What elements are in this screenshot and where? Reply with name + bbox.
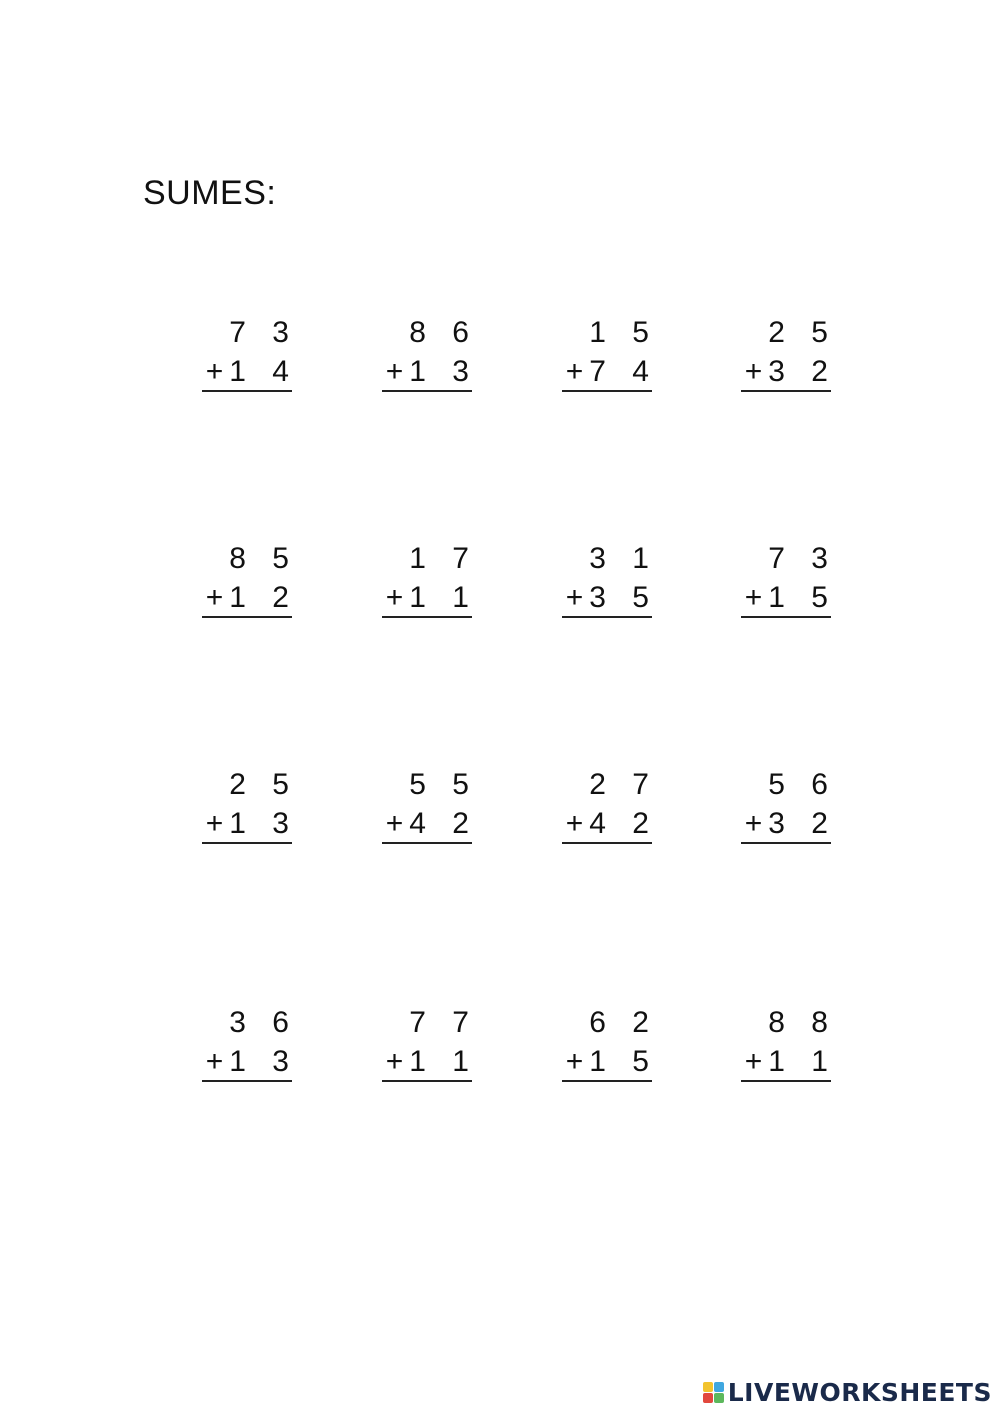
sum-rule <box>382 842 472 844</box>
plus-operator: + <box>205 581 230 614</box>
plus-operator: + <box>744 355 769 388</box>
problem-bottom-number: 4 2 <box>409 807 478 840</box>
problem-top-number: 7 3 <box>768 542 837 575</box>
problem-top-number: 2 7 <box>589 768 658 801</box>
sum-rule <box>382 390 472 392</box>
problem-top-number: 5 5 <box>409 768 478 801</box>
plus-operator: + <box>565 581 590 614</box>
plus-operator: + <box>385 581 410 614</box>
problem-bottom-line <box>566 583 658 613</box>
problem <box>382 1006 478 1088</box>
problem <box>562 768 658 850</box>
problem-top-number: 7 3 <box>229 316 298 349</box>
logo-square <box>703 1393 713 1403</box>
sum-rule <box>741 1080 831 1082</box>
problem-bottom-number: 4 2 <box>589 807 658 840</box>
problem-bottom-number: 1 5 <box>589 1045 658 1078</box>
plus-operator: + <box>385 807 410 840</box>
problem <box>202 1006 298 1088</box>
plus-operator: + <box>205 1045 230 1078</box>
problem <box>741 316 837 398</box>
problem <box>382 768 478 850</box>
problem-bottom-number: 1 3 <box>229 1045 298 1078</box>
sum-rule <box>202 1080 292 1082</box>
plus-operator: + <box>385 1045 410 1078</box>
sum-rule <box>741 616 831 618</box>
sum-rule <box>562 842 652 844</box>
logo-square <box>703 1382 713 1392</box>
problem-bottom-number: 3 5 <box>589 581 658 614</box>
problem-top-number: 8 8 <box>768 1006 837 1039</box>
problem <box>741 1006 837 1088</box>
problem-bottom-number: 3 2 <box>768 807 837 840</box>
problem-bottom-number: 1 3 <box>409 355 478 388</box>
problem <box>562 1006 658 1088</box>
problem-top-number: 5 6 <box>768 768 837 801</box>
brand-name: LIVEWORKSHEETS <box>727 1378 992 1407</box>
problem-bottom-line <box>745 583 837 613</box>
problem-bottom-line <box>386 583 478 613</box>
sum-rule <box>382 616 472 618</box>
problem-bottom-number: 1 2 <box>229 581 298 614</box>
problem <box>202 316 298 398</box>
logo-square <box>714 1382 724 1392</box>
plus-operator: + <box>744 581 769 614</box>
logo-square <box>714 1393 724 1403</box>
problem-bottom-line <box>206 583 298 613</box>
problem-top-number: 6 2 <box>589 1006 658 1039</box>
brand-watermark[interactable] <box>703 1380 992 1405</box>
problem-top-number: 7 7 <box>409 1006 478 1039</box>
sum-rule <box>562 1080 652 1082</box>
problem <box>741 542 837 624</box>
problem-bottom-line <box>206 357 298 387</box>
page-title: SUMES: <box>143 174 277 212</box>
problem-top-number: 3 6 <box>229 1006 298 1039</box>
plus-operator: + <box>565 807 590 840</box>
problem-bottom-line <box>745 357 837 387</box>
problem <box>202 542 298 624</box>
problem-bottom-number: 1 1 <box>768 1045 837 1078</box>
plus-operator: + <box>205 355 230 388</box>
problem <box>202 768 298 850</box>
problem-bottom-line <box>206 1047 298 1077</box>
problem-top-number: 8 5 <box>229 542 298 575</box>
problem <box>741 768 837 850</box>
problem-top-number: 2 5 <box>229 768 298 801</box>
problem-bottom-line <box>745 1047 837 1077</box>
problem-bottom-line <box>206 809 298 839</box>
liveworksheets-logo-icon <box>703 1382 724 1403</box>
sum-rule <box>202 842 292 844</box>
problem <box>562 316 658 398</box>
sum-rule <box>562 616 652 618</box>
problem-bottom-number: 3 2 <box>768 355 837 388</box>
problem-bottom-line <box>566 1047 658 1077</box>
problem-bottom-number: 1 1 <box>409 581 478 614</box>
problem-bottom-line <box>386 1047 478 1077</box>
plus-operator: + <box>385 355 410 388</box>
problem-bottom-line <box>566 357 658 387</box>
problem-bottom-line <box>566 809 658 839</box>
problem-top-number: 1 7 <box>409 542 478 575</box>
problem-top-number: 8 6 <box>409 316 478 349</box>
sum-rule <box>202 616 292 618</box>
plus-operator: + <box>744 1045 769 1078</box>
problem-bottom-number: 1 3 <box>229 807 298 840</box>
sum-rule <box>202 390 292 392</box>
problem-bottom-line <box>745 809 837 839</box>
sum-rule <box>562 390 652 392</box>
problem-bottom-line <box>386 809 478 839</box>
plus-operator: + <box>205 807 230 840</box>
problem-top-number: 1 5 <box>589 316 658 349</box>
problem-top-number: 2 5 <box>768 316 837 349</box>
plus-operator: + <box>565 355 590 388</box>
problem <box>382 316 478 398</box>
problem <box>562 542 658 624</box>
plus-operator: + <box>565 1045 590 1078</box>
sum-rule <box>741 390 831 392</box>
problem-bottom-number: 1 1 <box>409 1045 478 1078</box>
plus-operator: + <box>744 807 769 840</box>
sum-rule <box>741 842 831 844</box>
problem-top-number: 3 1 <box>589 542 658 575</box>
sum-rule <box>382 1080 472 1082</box>
problem-bottom-number: 1 4 <box>229 355 298 388</box>
problem-bottom-number: 7 4 <box>589 355 658 388</box>
problem <box>382 542 478 624</box>
problem-bottom-line <box>386 357 478 387</box>
problem-bottom-number: 1 5 <box>768 581 837 614</box>
